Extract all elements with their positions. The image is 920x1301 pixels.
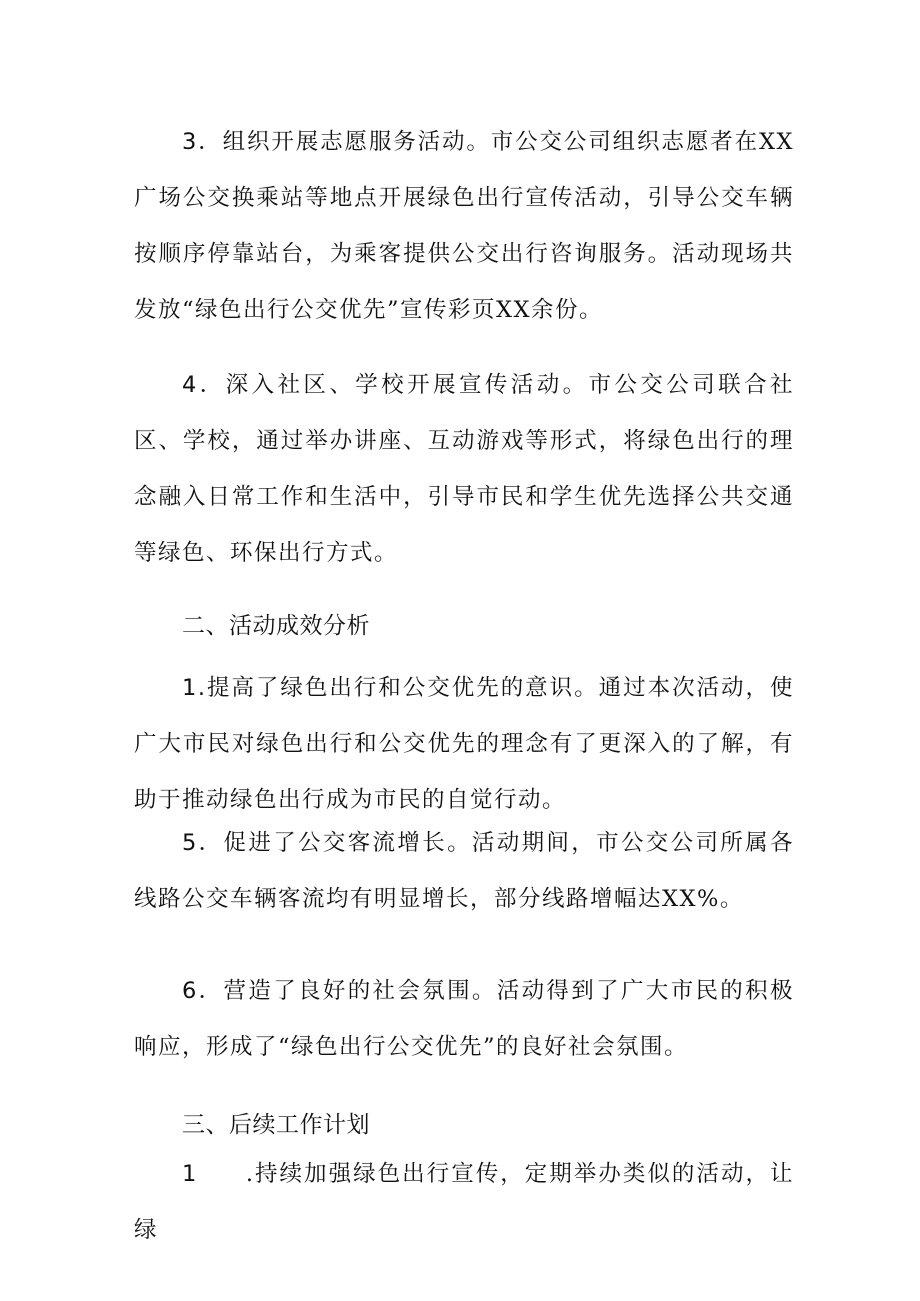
paragraph-continue-promotion bbox=[134, 1146, 794, 1258]
paragraph-volunteer-service bbox=[134, 114, 794, 338]
paragraph-number: 6 bbox=[182, 978, 198, 1004]
paragraph-text: ．营造了良好的社会氛围。活动得到了广大市民的积极响应，形成了“绿色出行公交优先”的良好社会氛围。 bbox=[134, 978, 794, 1060]
paragraph-community-school bbox=[134, 357, 794, 581]
paragraph-number: 1. bbox=[182, 675, 207, 701]
paragraph-social-atmosphere bbox=[134, 963, 794, 1075]
paragraph-number: 1 bbox=[182, 1161, 198, 1187]
paragraph-number: 3 bbox=[182, 129, 198, 155]
paragraph-awareness bbox=[134, 660, 794, 828]
paragraph-number: 4 bbox=[182, 372, 198, 398]
section-heading-effect-analysis: 二、活动成效分析 bbox=[182, 613, 370, 639]
paragraph-passenger-growth bbox=[134, 815, 794, 927]
paragraph-number: 5 bbox=[182, 830, 198, 856]
paragraph-text: 提高了绿色出行和公交优先的意识。通过本次活动，使广大市民对绿色出行和公交优先的理念有了更深入的了解，有助于推动绿色出行成为市民的自觉行动。 bbox=[134, 675, 794, 813]
paragraph-text: ．深入社区、学校开展宣传活动。市公交公司联合社区、学校，通过举办讲座、互动游戏等形式，将绿色出行的理念融入日常工作和生活中，引导市民和学生优先选择公共交通等绿色、环保出行方式。 bbox=[134, 372, 794, 566]
section-heading-follow-up-plan: 三、后续工作计划 bbox=[182, 1112, 370, 1138]
paragraph-text: ．组织开展志愿服务活动。市公交公司组织志愿者在XX广场公交换乘站等地点开展绿色出行宣传活动，引导公交车辆按顺序停靠站台，为乘客提供公交出行咨询服务。活动现场共发放“绿色出行公交优先”宣传彩页XX余份。 bbox=[134, 129, 794, 323]
paragraph-text: .持续加强绿色出行宣传，定期举办类似的活动，让绿 bbox=[134, 1161, 794, 1243]
paragraph-text: ．促进了公交客流增长。活动期间，市公交公司所属各线路公交车辆客流均有明显增长，部分线路增幅达XX%。 bbox=[134, 830, 794, 912]
